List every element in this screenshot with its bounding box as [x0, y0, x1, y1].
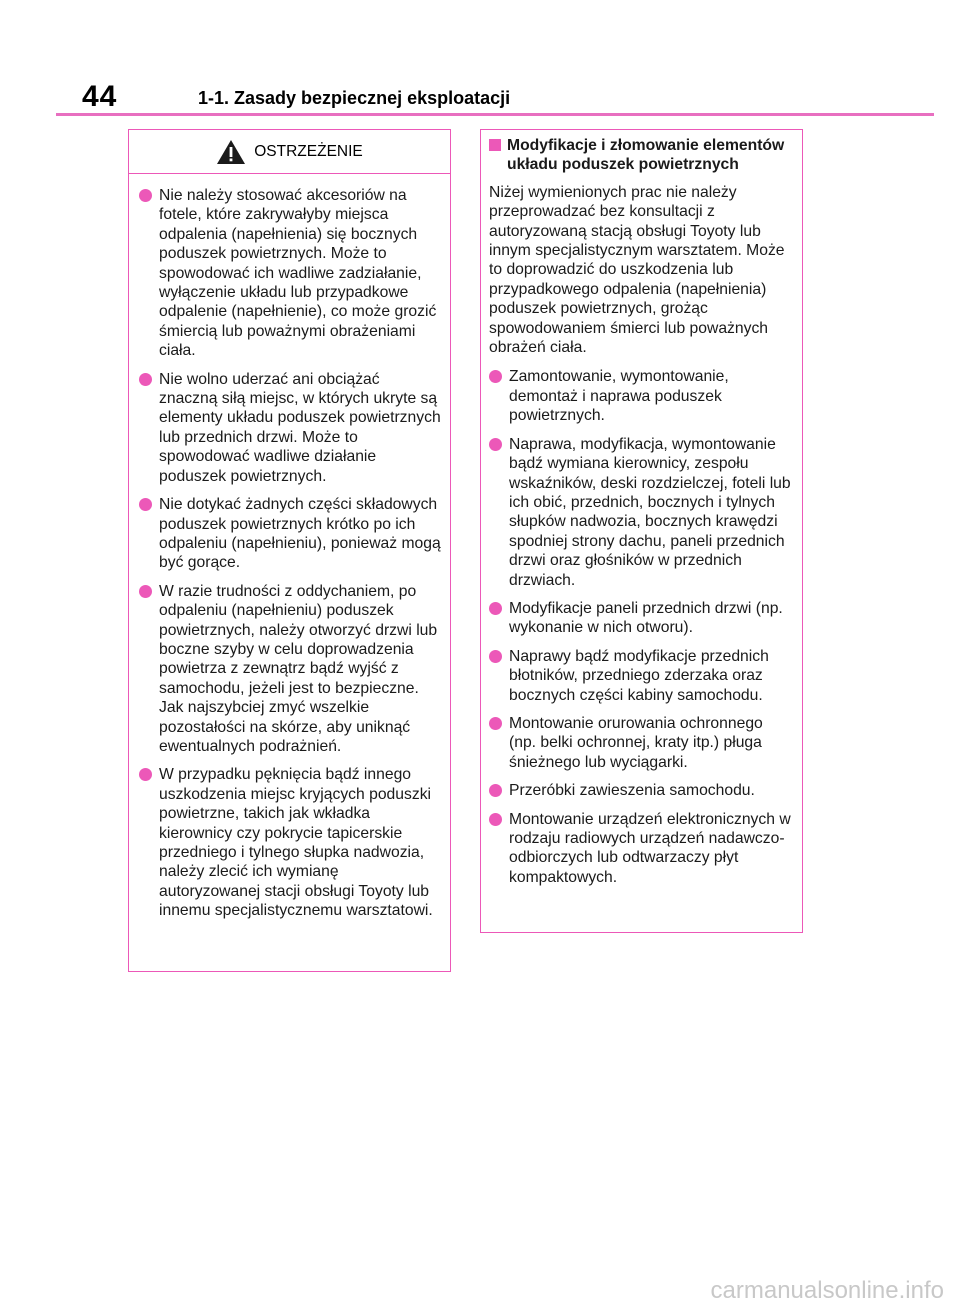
info-item: [489, 714, 794, 772]
warning-item: [139, 765, 442, 920]
warning-title: OSTRZEŻENIE: [254, 142, 363, 160]
info-item-text: Naprawa, modyfikacja, wymontowanie bądź wymiana kierownicy, zespołu wskaźników, deski rozdzielczej, foteli lub ich obić, przednich, bocznych i tylnych słupków nadwozia, bocznych krawędzi spodniej strony dachu, paneli przednich drzwi oraz głośników w przednich drzwiach.: [509, 435, 791, 589]
section-title: 1-1. Zasady bezpiecznej eksploatacji: [198, 88, 511, 108]
info-item: [489, 435, 794, 590]
info-item-text: Montowanie orurowania ochronnego (np. belki ochronnej, kraty itp.) pługa śnieżnego lub wyciągarki.: [509, 714, 763, 771]
bullet-icon: [139, 189, 152, 202]
info-item-text: Zamontowanie, wymontowanie, demontaż i naprawa poduszek powietrznych.: [509, 368, 729, 425]
warning-item-text: W razie trudności z oddychaniem, po odpaleniu (napełnieniu) poduszek powietrznych, należy otworzyć drzwi lub boczne szyby w celu doprowadzenia powietrza z zewnątrz bądź wyjść z samochodu, jeżeli jest to bezpieczne. Jak najszybciej zmyć wszelkie pozostałości na skórze, aby uniknąć ewentualnych podrażnień.: [159, 582, 438, 755]
info-item-text: Modyfikacje paneli przednich drzwi (np. wykonanie w nich otworu).: [509, 599, 783, 637]
warning-header: [129, 130, 450, 174]
page-number: 44: [82, 80, 118, 113]
warning-item-text: Nie dotykać żadnych części składowych poduszek powietrznych krótko po ich odpaleniu (napełnieniu), ponieważ mogą być gorące.: [159, 496, 441, 572]
info-item-text: Naprawy bądź modyfikacje przednich błotników, przedniego zderzaka oraz bocznych części kabiny samochodu.: [509, 647, 769, 704]
info-item: [489, 647, 794, 705]
info-item: [489, 599, 794, 638]
warning-item: [139, 186, 442, 361]
header-divider: [56, 113, 934, 116]
bullet-icon: [139, 373, 152, 386]
info-heading-text: Modyfikacje i złomowanie elementów układu poduszek powietrznych: [507, 137, 785, 174]
warning-item: [139, 495, 442, 573]
bullet-icon: [489, 650, 502, 663]
square-bullet-icon: [489, 139, 501, 151]
warning-item-text: Nie należy stosować akcesoriów na fotele, które zakrywałyby miejsca odpalenia (napełnienia) się bocznych poduszek powietrznych. Może to spowodować ich wadliwe zadziałanie, wyłączenie układu lub przypadkowe odpalenie (napełnienie), co może grozić śmiercią lub poważnymi obrażeniami ciała.: [159, 187, 437, 360]
info-item-text: Montowanie urządzeń elektronicznych w rodzaju radiowych urządzeń nadawczo-odbiorczych lub odtwarzaczy płyt kompaktowych.: [509, 810, 791, 886]
info-list: [489, 367, 794, 887]
bullet-icon: [489, 438, 502, 451]
bullet-icon: [489, 784, 502, 797]
warning-item-text: W przypadku pęknięcia bądź innego uszkodzenia miejsc kryjących poduszki powietrzne, takich jak wkładka kierownicy czy pokrycie tapicerskie przedniego i tylnego słupka nadwozia, należy zlecić ich wymianę autoryzowanej stacji obsługi Toyoty lub innemu specjalistycznemu warsztatowi.: [159, 766, 433, 920]
bullet-icon: [139, 585, 152, 598]
info-item: [489, 810, 794, 888]
warning-item: [139, 582, 442, 757]
bullet-icon: [489, 602, 502, 615]
bullet-icon: [489, 370, 502, 383]
warning-box: [128, 129, 451, 972]
bullet-icon: [489, 717, 502, 730]
warning-triangle-icon: [216, 139, 246, 165]
warning-list: [129, 174, 450, 921]
bullet-icon: [139, 768, 152, 781]
info-intro: Niżej wymienionych prac nie należy przeprowadzać bez konsultacji z autoryzowaną stacją obsługi Toyoty lub innym specjalistycznym warsztatem. Może to doprowadzić do uszkodzenia lub przypadkowego odpalenia (napełnienia) poduszek powietrznych, grożąc spowodowaniem śmierci lub poważnych obrażeń ciała.: [489, 183, 785, 357]
info-box: [480, 129, 803, 933]
info-item-text: Przeróbki zawieszenia samochodu.: [509, 782, 755, 800]
bullet-icon: [139, 498, 152, 511]
info-heading: [489, 136, 794, 175]
warning-item: [139, 370, 442, 486]
watermark: carmanualsonline.info: [710, 1277, 944, 1304]
bullet-icon: [489, 813, 502, 826]
info-item: [489, 367, 794, 425]
info-item: [489, 781, 794, 800]
warning-item-text: Nie wolno uderzać ani obciążać znaczną siłą miejsc, w których ukryte są elementy układu poduszek powietrznych lub przednich drzwi. Może to spowodować wadliwe działanie poduszek powietrznych.: [159, 370, 441, 485]
